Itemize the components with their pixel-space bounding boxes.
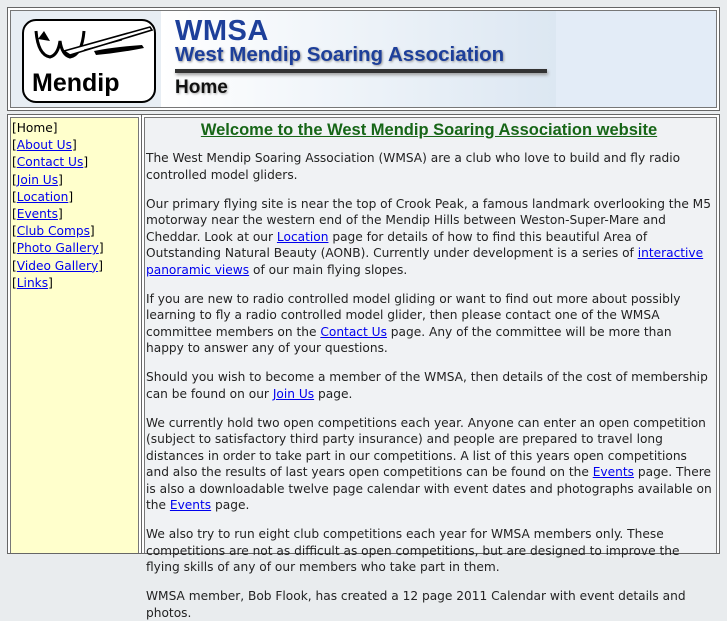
intro-paragraph: The West Mendip Soaring Association (WMSA) are a club who love to build and fly radio controlled model gliders. — [146, 151, 681, 182]
calendar-paragraph: WMSA member, Bob Flook, has created a 12 page 2011 Calendar with event details and photos. — [146, 589, 686, 620]
welcome-heading — [146, 121, 712, 140]
page-title: Home — [175, 77, 228, 98]
sidebar-item-video-gallery: [Video Gallery] — [12, 258, 103, 273]
sidebar-item-club-comps: [Club Comps] — [12, 224, 95, 239]
sidebar-item-label: Home — [16, 121, 53, 135]
membership-paragraph — [146, 369, 712, 402]
header-frame — [7, 7, 720, 111]
paragraph-text: Should you wish to become a member of the WMSA, then details of the cost of membership can be found on our — [146, 370, 708, 401]
paragraph-text: of our main flying slopes. — [249, 262, 408, 277]
club-comps-link[interactable]: Club Comps — [16, 224, 90, 239]
header-right-panel — [556, 11, 716, 107]
sidebar-item-join-us: [Join Us] — [12, 172, 63, 187]
sidebar-item-about-us: [About Us] — [12, 138, 77, 153]
glider-logo-icon — [24, 21, 154, 101]
paragraph-text: If you are new to radio controlled model gliding or want to find out more about possibly learning to fly a radio controlled model glider, then please contact one of the WMSA committee members on the — [146, 291, 681, 339]
sidebar-item-contact-us: [Contact Us] — [12, 155, 89, 170]
sidebar-item-links: [Links] — [12, 275, 53, 290]
paragraph-text: page. — [211, 498, 250, 512]
events-inline-link-2[interactable]: Events — [169, 498, 212, 512]
sidebar-item-home: [Home] — [12, 121, 58, 135]
welcome-heading-text: Welcome to the West Mendip Soaring Association website — [200, 121, 658, 139]
paragraph-text: page. — [314, 386, 353, 401]
join-us-inline-link[interactable]: Join Us — [272, 386, 315, 401]
flying-site-paragraph — [146, 196, 712, 279]
contact-us-link[interactable]: Contact Us — [16, 155, 84, 170]
header-banner — [10, 10, 717, 108]
club-competitions-paragraph: We also try to run eight club competitions each year for WMSA members only. These competitions are not as difficult as open competitions, but are designed to improve the flying skills of any of our members who take part in them. — [146, 527, 680, 574]
location-inline-link[interactable]: Location — [276, 229, 329, 244]
video-gallery-link[interactable]: Video Gallery — [16, 258, 99, 273]
main-content — [144, 117, 717, 620]
location-link[interactable]: Location — [16, 189, 69, 204]
club-logo — [22, 19, 156, 103]
about-us-link[interactable]: About Us — [16, 138, 72, 153]
beginners-paragraph — [146, 291, 712, 357]
contact-us-inline-link[interactable]: Contact Us — [320, 324, 387, 339]
sidebar-item-photo-gallery: [Photo Gallery] — [12, 241, 104, 256]
sidebar-item-location: [Location] — [12, 189, 74, 204]
paragraph-text: page for details of how to find this beautiful Area of Outstanding Natural Beauty (AONB). Currently under development is a series of — [146, 229, 648, 260]
sidebar-nav — [10, 117, 139, 553]
paragraph-text: Our primary flying site is near the top of Crook Peak, a famous landmark overlooking the M5 motorway near the western end of the Mendip Hills between Weston-Super-Mare and Cheddar. Look at our — [146, 196, 711, 244]
sidebar-frame — [7, 114, 142, 554]
paragraph-text: We currently hold two open competitions each year. Anyone can enter an open competition (subject to satisfactory third party insurance) and people are prepared to travel long distances in order to take part in our competitions. A list of this years open competitions and also the results of last years open competitions can be found on the — [146, 415, 706, 479]
links-link[interactable]: Links — [16, 275, 49, 290]
photo-gallery-link[interactable]: Photo Gallery — [16, 241, 99, 256]
brand-divider — [175, 69, 547, 73]
main-content-frame — [141, 114, 720, 620]
brand-full-title: West Mendip Soaring Association — [175, 43, 505, 66]
panoramic-views-link[interactable]: interactive panoramic views — [146, 246, 704, 277]
sidebar-item-events: [Events] — [12, 207, 63, 222]
open-competitions-paragraph — [146, 415, 712, 514]
logo-word: Mendip — [32, 69, 120, 97]
events-link[interactable]: Events — [16, 207, 59, 222]
paragraph-text: page. There is also a downloadable twelve page calendar with event dates and photographs available on the — [146, 465, 712, 512]
join-us-link[interactable]: Join Us — [16, 172, 59, 187]
events-inline-link[interactable]: Events — [592, 465, 634, 479]
brand-short-title: WMSA — [175, 15, 269, 47]
paragraph-text: page. Any of the committee will be more than happy to answer any of your questions. — [146, 324, 672, 355]
